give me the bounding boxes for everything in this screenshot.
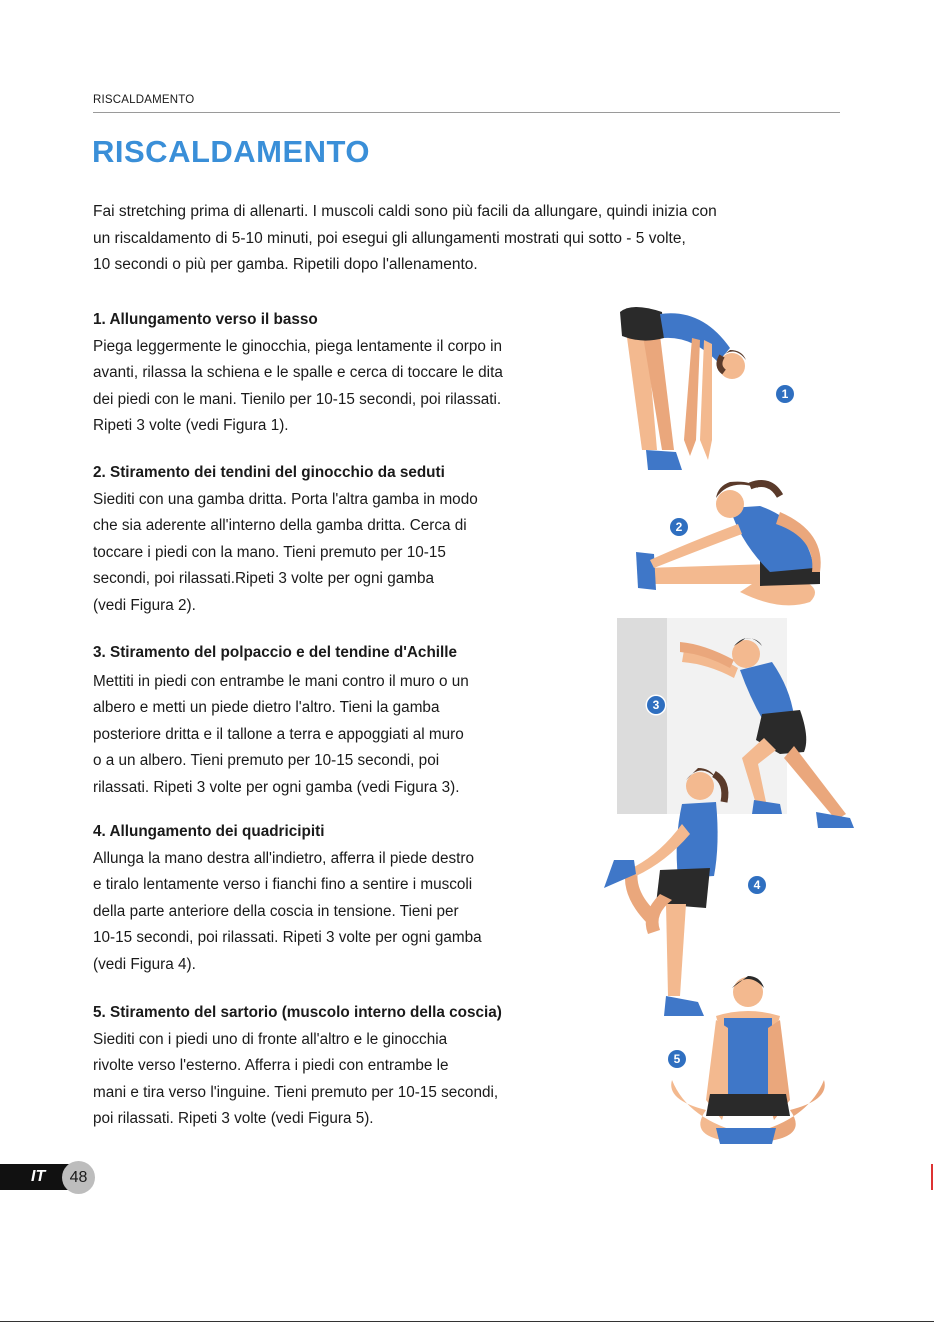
section-3: [93, 640, 588, 801]
seated-hamstring-figure-icon: [630, 472, 830, 617]
section-heading: 3. Stiramento del polpaccio e del tendine d'Achille: [93, 644, 458, 661]
section-1: [93, 307, 588, 440]
intro-paragraph: [93, 199, 838, 279]
butterfly-stretch-figure-icon: [666, 970, 826, 1152]
section-body: [93, 1027, 588, 1133]
page-edge-mark: [931, 1164, 933, 1190]
section-heading: 5. Stiramento del sartorio (muscolo interno della coscia): [93, 1004, 502, 1021]
section-line: posteriore dritta e il tallone a terra e appoggiati al muro: [93, 725, 464, 743]
section-4: [93, 819, 588, 978]
section-line: poi rilassati. Ripeti 3 volte (vedi Figura 5).: [93, 1110, 374, 1127]
section-body: [93, 669, 588, 802]
bottom-rule: [0, 1321, 934, 1322]
page-number: 48: [62, 1161, 95, 1194]
section-line: secondi, poi rilassati.Ripeti 3 volte per ogni gamba: [93, 570, 434, 587]
section-body: [93, 334, 588, 440]
section-line: o a un albero. Tieni premuto per 10-15 secondi, poi: [93, 752, 440, 769]
intro-line: 10 secondi o più per gamba. Ripetili dopo l'allenamento.: [93, 256, 478, 273]
section-line: Ripeti 3 volte (vedi Figura 1).: [93, 417, 289, 434]
section-line: della parte anteriore della coscia in tensione. Tieni per: [93, 902, 459, 920]
section-5: [93, 1000, 588, 1133]
section-heading: 4. Allungamento dei quadricipiti: [93, 823, 325, 840]
section-line: mani e tira verso l'inguine. Tieni premuto per 10-15 secondi,: [93, 1083, 499, 1101]
section-line: dei piedi con le mani. Tienilo per 10-15 secondi, poi rilassati.: [93, 390, 502, 408]
section-line: e tiralo lentamente verso i fianchi fino a sentire i muscoli: [93, 876, 473, 893]
intro-line: un riscaldamento di 5-10 minuti, poi esegui gli allungamenti mostrati qui sotto - 5 volte,: [93, 229, 686, 247]
section-heading: 2. Stiramento dei tendini del ginocchio da seduti: [93, 464, 445, 481]
section-line: albero e metti un piede dietro l'altro. Tieni la gamba: [93, 699, 440, 716]
section-body: [93, 846, 588, 979]
figure-badge: 4: [748, 876, 766, 894]
section-line: (vedi Figura 4).: [93, 955, 196, 973]
section-line: rilassati. Ripeti 3 volte per ogni gamba (vedi Figura 3).: [93, 778, 460, 796]
page-title: RISCALDAMENTO: [92, 134, 371, 169]
figure-badge: 1: [776, 385, 794, 403]
section-line: 10-15 secondi, poi rilassati. Ripeti 3 volte per ogni gamba: [93, 929, 482, 946]
header-rule: [93, 112, 840, 113]
footer-language: IT: [31, 1168, 46, 1185]
section-line: che sia aderente all'interno della gamba dritta. Cerca di: [93, 517, 467, 534]
section-line: rivolte verso l'esterno. Afferra i piedi con entrambe le: [93, 1057, 449, 1074]
figure-badge: 3: [647, 696, 665, 714]
section-line: Siediti con i piedi uno di fronte all'altro e le ginocchia: [93, 1030, 448, 1048]
section-line: (vedi Figura 2).: [93, 596, 196, 614]
section-line: avanti, rilassa la schiena e le spalle e cerca di toccare le dita: [93, 364, 503, 381]
section-2: [93, 460, 588, 619]
running-header: RISCALDAMENTO: [93, 94, 195, 106]
section-line: Mettiti in piedi con entrambe le mani contro il muro o un: [93, 672, 469, 690]
section-line: Siediti con una gamba dritta. Porta l'altra gamba in modo: [93, 490, 478, 508]
figure-badge: 5: [668, 1050, 686, 1068]
section-line: Allunga la mano destra all'indietro, afferra il piede destro: [93, 849, 475, 867]
section-line: Piega leggermente le ginocchia, piega lentamente il corpo in: [93, 337, 503, 355]
section-line: toccare i piedi con la mano. Tieni premuto per 10-15: [93, 543, 446, 561]
intro-line: Fai stretching prima di allenarti. I muscoli caldi sono più facili da allungare, quindi inizia con: [93, 203, 717, 220]
section-body: [93, 487, 588, 620]
figure-badge: 2: [670, 518, 688, 536]
section-heading: 1. Allungamento verso il basso: [93, 311, 318, 328]
